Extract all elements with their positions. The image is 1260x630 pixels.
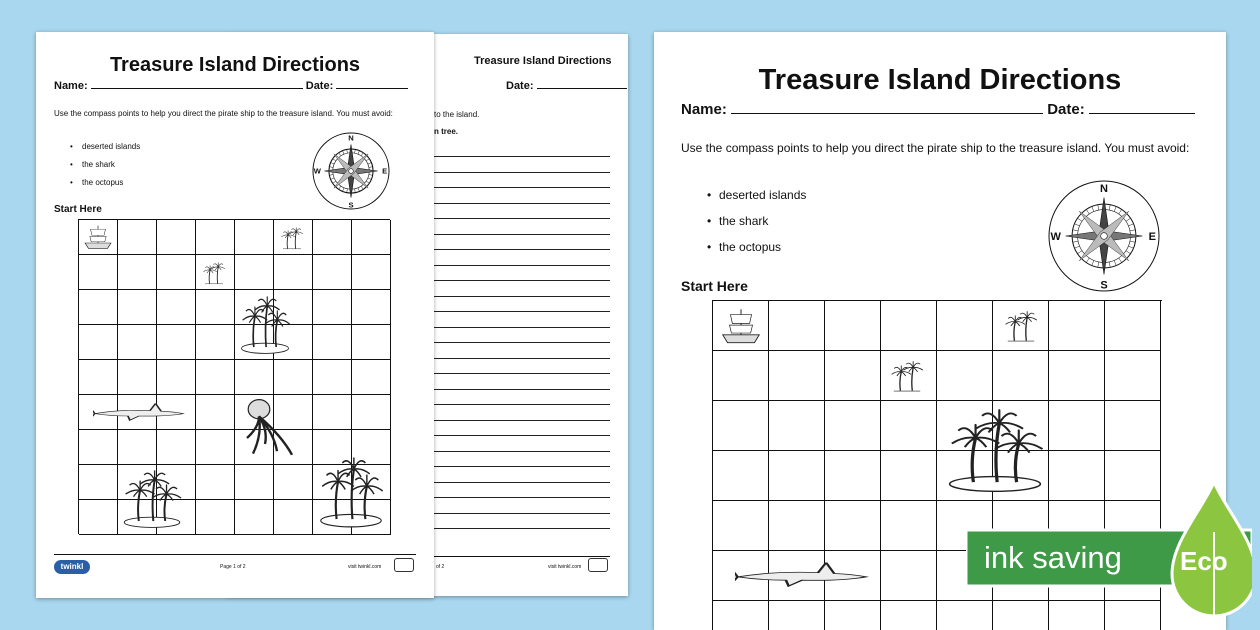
left-site-text: visit twinkl.com xyxy=(348,564,382,570)
compass-letter-e: E xyxy=(1148,230,1156,243)
left-name-row xyxy=(54,80,408,92)
left-worksheet-page xyxy=(36,32,434,598)
back-page-number: of 2 xyxy=(436,564,445,570)
answer-line xyxy=(434,218,610,219)
grid-cell xyxy=(352,290,391,325)
grid-cell xyxy=(825,351,881,401)
answer-line xyxy=(434,420,610,421)
answer-line xyxy=(434,280,610,281)
grid-cell xyxy=(196,325,235,360)
deserted-island-icon xyxy=(199,258,229,288)
answer-line xyxy=(434,497,610,498)
right-date-label: Date: xyxy=(1047,101,1085,118)
grid-cell xyxy=(1049,351,1105,401)
grid-cell xyxy=(993,351,1049,401)
grid-cell xyxy=(881,551,937,601)
treasure-island-icon xyxy=(315,452,387,530)
grid-cell xyxy=(769,401,825,451)
grid-cell xyxy=(79,290,118,325)
answer-line xyxy=(434,528,610,529)
grid-cell xyxy=(196,430,235,465)
grid-cell xyxy=(118,290,157,325)
answer-line xyxy=(434,234,610,235)
right-avoid-item: • the octopus xyxy=(719,234,806,260)
compass-rose-icon xyxy=(312,132,390,210)
back-stamp-icon xyxy=(588,558,608,572)
grid-cell xyxy=(713,501,769,551)
pirate-ship-icon xyxy=(81,222,115,252)
compass-letter-w: W xyxy=(313,166,321,176)
grid-cell xyxy=(235,220,274,255)
left-avoid-list xyxy=(82,138,140,192)
grid-cell xyxy=(769,301,825,351)
grid-cell xyxy=(196,290,235,325)
right-page-title: Treasure Island Directions xyxy=(758,64,1122,96)
right-avoid-list xyxy=(719,182,806,260)
grid-cell xyxy=(313,325,352,360)
grid-cell xyxy=(235,500,274,535)
grid-cell xyxy=(352,220,391,255)
right-start-label: Start Here xyxy=(681,278,748,294)
grid-cell xyxy=(713,401,769,451)
left-map-grid xyxy=(78,219,390,534)
octopus-icon xyxy=(241,396,301,456)
grid-cell xyxy=(825,451,881,501)
back-text-fragment-2: n tree. xyxy=(434,127,459,136)
answer-line xyxy=(434,451,610,452)
answer-lines xyxy=(434,156,610,556)
answer-line xyxy=(434,358,610,359)
answer-line xyxy=(434,373,610,374)
grid-cell xyxy=(157,290,196,325)
grid-cell xyxy=(769,501,825,551)
deserted-island-icon xyxy=(885,355,929,397)
compass-letter-w: W xyxy=(1050,230,1061,243)
grid-cell xyxy=(769,601,825,630)
grid-cell xyxy=(79,360,118,395)
grid-cell xyxy=(157,255,196,290)
answer-line xyxy=(434,404,610,405)
answer-line xyxy=(434,513,610,514)
back-text-fragment-1: to the island. xyxy=(434,110,480,119)
grid-cell xyxy=(352,360,391,395)
grid-cell xyxy=(313,255,352,290)
grid-cell xyxy=(118,360,157,395)
grid-cell xyxy=(118,255,157,290)
left-avoid-item: • the shark xyxy=(82,156,140,174)
shark-icon xyxy=(93,398,185,428)
left-intro: Use the compass points to help you direct the pirate ship to the treasure island. You must avoid: xyxy=(54,109,393,118)
grid-cell xyxy=(196,500,235,535)
grid-cell xyxy=(825,301,881,351)
grid-cell xyxy=(1105,301,1161,351)
deserted-island-icon xyxy=(119,466,185,530)
grid-cell xyxy=(769,451,825,501)
answer-line xyxy=(434,156,610,157)
grid-cell xyxy=(274,255,313,290)
grid-cell xyxy=(79,500,118,535)
grid-cell xyxy=(157,430,196,465)
grid-cell xyxy=(157,360,196,395)
grid-cell xyxy=(235,465,274,500)
grid-cell xyxy=(235,255,274,290)
left-avoid-item: • deserted islands xyxy=(82,138,140,156)
grid-cell xyxy=(235,360,274,395)
answer-line xyxy=(434,389,610,390)
grid-cell xyxy=(313,290,352,325)
grid-cell xyxy=(937,301,993,351)
deserted-island-icon xyxy=(999,305,1043,347)
grid-cell xyxy=(881,401,937,451)
right-avoid-item: • the shark xyxy=(719,208,806,234)
grid-cell xyxy=(79,325,118,360)
grid-cell xyxy=(274,360,313,395)
back-page-title: Treasure Island Directions xyxy=(474,55,612,67)
back-site-text: visit twinkl.com xyxy=(548,564,582,570)
right-avoid-item: • deserted islands xyxy=(719,182,806,208)
left-stamp-icon xyxy=(394,558,414,572)
answer-line xyxy=(434,296,610,297)
grid-cell xyxy=(352,395,391,430)
grid-cell xyxy=(1105,401,1161,451)
twinkl-logo: twinkl xyxy=(54,560,90,574)
grid-cell xyxy=(196,465,235,500)
answer-line xyxy=(434,187,610,188)
grid-cell xyxy=(313,360,352,395)
grid-cell xyxy=(196,395,235,430)
left-avoid-item: • the octopus xyxy=(82,174,140,192)
deserted-island-icon xyxy=(277,223,307,253)
grid-cell xyxy=(713,601,769,630)
compass-letter-s: S xyxy=(348,200,354,210)
answer-line xyxy=(434,327,610,328)
grid-cell xyxy=(118,325,157,360)
grid-cell xyxy=(79,430,118,465)
grid-cell xyxy=(274,500,313,535)
grid-cell xyxy=(196,360,235,395)
pirate-ship-icon xyxy=(717,304,765,348)
answer-line xyxy=(434,435,610,436)
grid-cell xyxy=(1049,301,1105,351)
treasure-island-icon xyxy=(237,292,293,356)
grid-cell xyxy=(79,255,118,290)
grid-cell xyxy=(937,351,993,401)
eco-text: Eco xyxy=(1180,546,1228,576)
grid-cell xyxy=(274,465,313,500)
right-name-label: Name: xyxy=(681,101,727,118)
compass-letter-n: N xyxy=(1100,183,1108,196)
answer-line xyxy=(434,172,610,173)
grid-cell xyxy=(118,430,157,465)
left-name-label: Name: xyxy=(54,80,88,92)
ink-saving-text: ink saving xyxy=(984,540,1122,575)
compass-letter-s: S xyxy=(1100,279,1108,292)
answer-line xyxy=(434,203,610,204)
right-compass xyxy=(1048,180,1160,292)
answer-line xyxy=(434,249,610,250)
left-compass xyxy=(312,132,390,210)
grid-cell xyxy=(1049,401,1105,451)
compass-rose-icon xyxy=(1048,180,1160,292)
grid-cell xyxy=(157,325,196,360)
grid-cell xyxy=(881,301,937,351)
grid-cell xyxy=(118,220,157,255)
grid-cell xyxy=(713,351,769,401)
grid-cell xyxy=(881,451,937,501)
answer-line xyxy=(434,265,610,266)
grid-cell xyxy=(1105,351,1161,401)
compass-letter-e: E xyxy=(382,166,388,176)
grid-cell xyxy=(352,325,391,360)
left-page-number: Page 1 of 2 xyxy=(220,564,246,570)
grid-cell xyxy=(881,501,937,551)
back-date-label: Date: xyxy=(506,80,534,92)
grid-cell xyxy=(713,451,769,501)
left-page-title: Treasure Island Directions xyxy=(109,54,361,76)
grid-cell xyxy=(825,601,881,630)
left-footer-line xyxy=(54,554,416,555)
grid-cell xyxy=(313,220,352,255)
left-start-label: Start Here xyxy=(54,204,102,215)
left-date-label: Date: xyxy=(305,80,334,92)
answer-line xyxy=(434,311,610,312)
shark-icon xyxy=(735,555,869,597)
answer-line xyxy=(434,482,610,483)
grid-cell xyxy=(157,220,196,255)
grid-cell xyxy=(825,401,881,451)
right-name-row xyxy=(681,101,1195,118)
back-date-row xyxy=(506,80,627,92)
compass-letter-n: N xyxy=(348,133,354,143)
answer-line xyxy=(434,466,610,467)
grid-cell xyxy=(825,501,881,551)
grid-cell xyxy=(352,255,391,290)
grid-cell xyxy=(881,601,937,630)
ink-saving-eco-badge xyxy=(966,480,1252,620)
answer-line xyxy=(434,342,610,343)
right-intro: Use the compass points to help you direct the pirate ship to the treasure island. You must avoid: xyxy=(681,141,1190,155)
grid-cell xyxy=(196,220,235,255)
grid-cell xyxy=(313,395,352,430)
back-footer-line xyxy=(434,556,610,557)
grid-cell xyxy=(79,465,118,500)
grid-cell xyxy=(769,351,825,401)
